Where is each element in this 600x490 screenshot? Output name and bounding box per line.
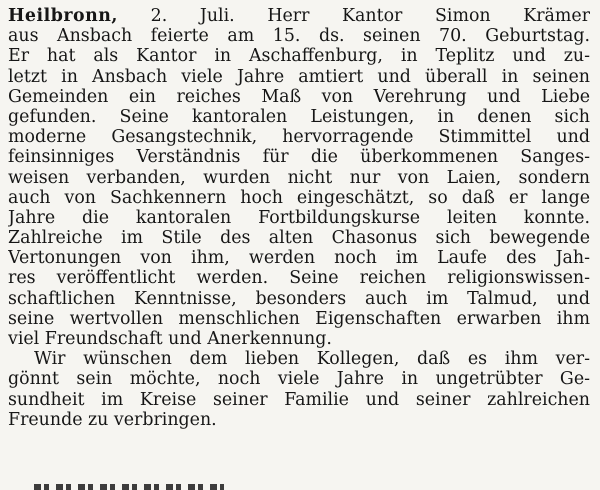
article-line: viel Freundschaft und Anerkennung. [8,329,332,349]
article-dateline-date: 2. Juli. [150,6,235,26]
article-line: res veröffentlicht werden. Seine reichen religionswissen- [8,268,590,289]
article-text [8,6,590,430]
article-line: auch von Sachkennern hoch eingeschätzt, so daß er lange [8,187,590,208]
article-line: seine wertvollen menschlichen Eigenschaften erwarben ihm [8,308,590,329]
article-line: Vertonungen von ihm, werden noch im Laufe des Jah- [8,248,590,269]
article-line: gefunden. Seine kantoralen Leistungen, in denen sich [8,106,590,127]
article-line-text: Herr Kantor Simon Krämer [267,6,590,26]
article-line: sundheit im Kreise seiner Familie und seiner zahlreichen [8,389,590,410]
cut-off-text-fragment [34,484,224,490]
article-line: letzt in Ansbach viele Jahre amtiert und überall in seinen [8,66,590,87]
article-line: Freunde zu verbringen. [8,409,217,430]
article-line: gönnt sein möchte, noch viele Jahre in ungetrübter Ge- [8,369,590,390]
cut-off-next-article [34,478,224,490]
article-line: Zahlreiche im Stile des alten Chasonus sich bewegende [8,228,590,249]
article-line: feinsinniges Verständnis für die überkommenen Sanges- [8,147,590,168]
article-line: Jahre die kantoralen Fortbildungskurse leiten konnte. [8,207,590,228]
article-line: aus Ansbach feierte am 15. ds. seinen 70. Geburtstag. [8,26,590,47]
article-line [8,6,590,26]
article-line: Er hat als Kantor in Aschaffenburg, in Teplitz und zu- [8,46,590,67]
article-line: Gemeinden ein reiches Maß von Verehrung und Liebe [8,86,590,107]
article-line: Wir wünschen dem lieben Kollegen, daß es ihm ver- [34,349,590,370]
article-line: schaftlichen Kenntnisse, besonders auch im Talmud, und [8,288,590,309]
article-dateline-place: Heilbronn, [8,6,118,26]
article-line: moderne Gesangstechnik, hervorragende Stimmittel und [8,127,590,148]
article-line: weisen verbanden, wurden nicht nur von Laien, sondern [8,167,590,188]
